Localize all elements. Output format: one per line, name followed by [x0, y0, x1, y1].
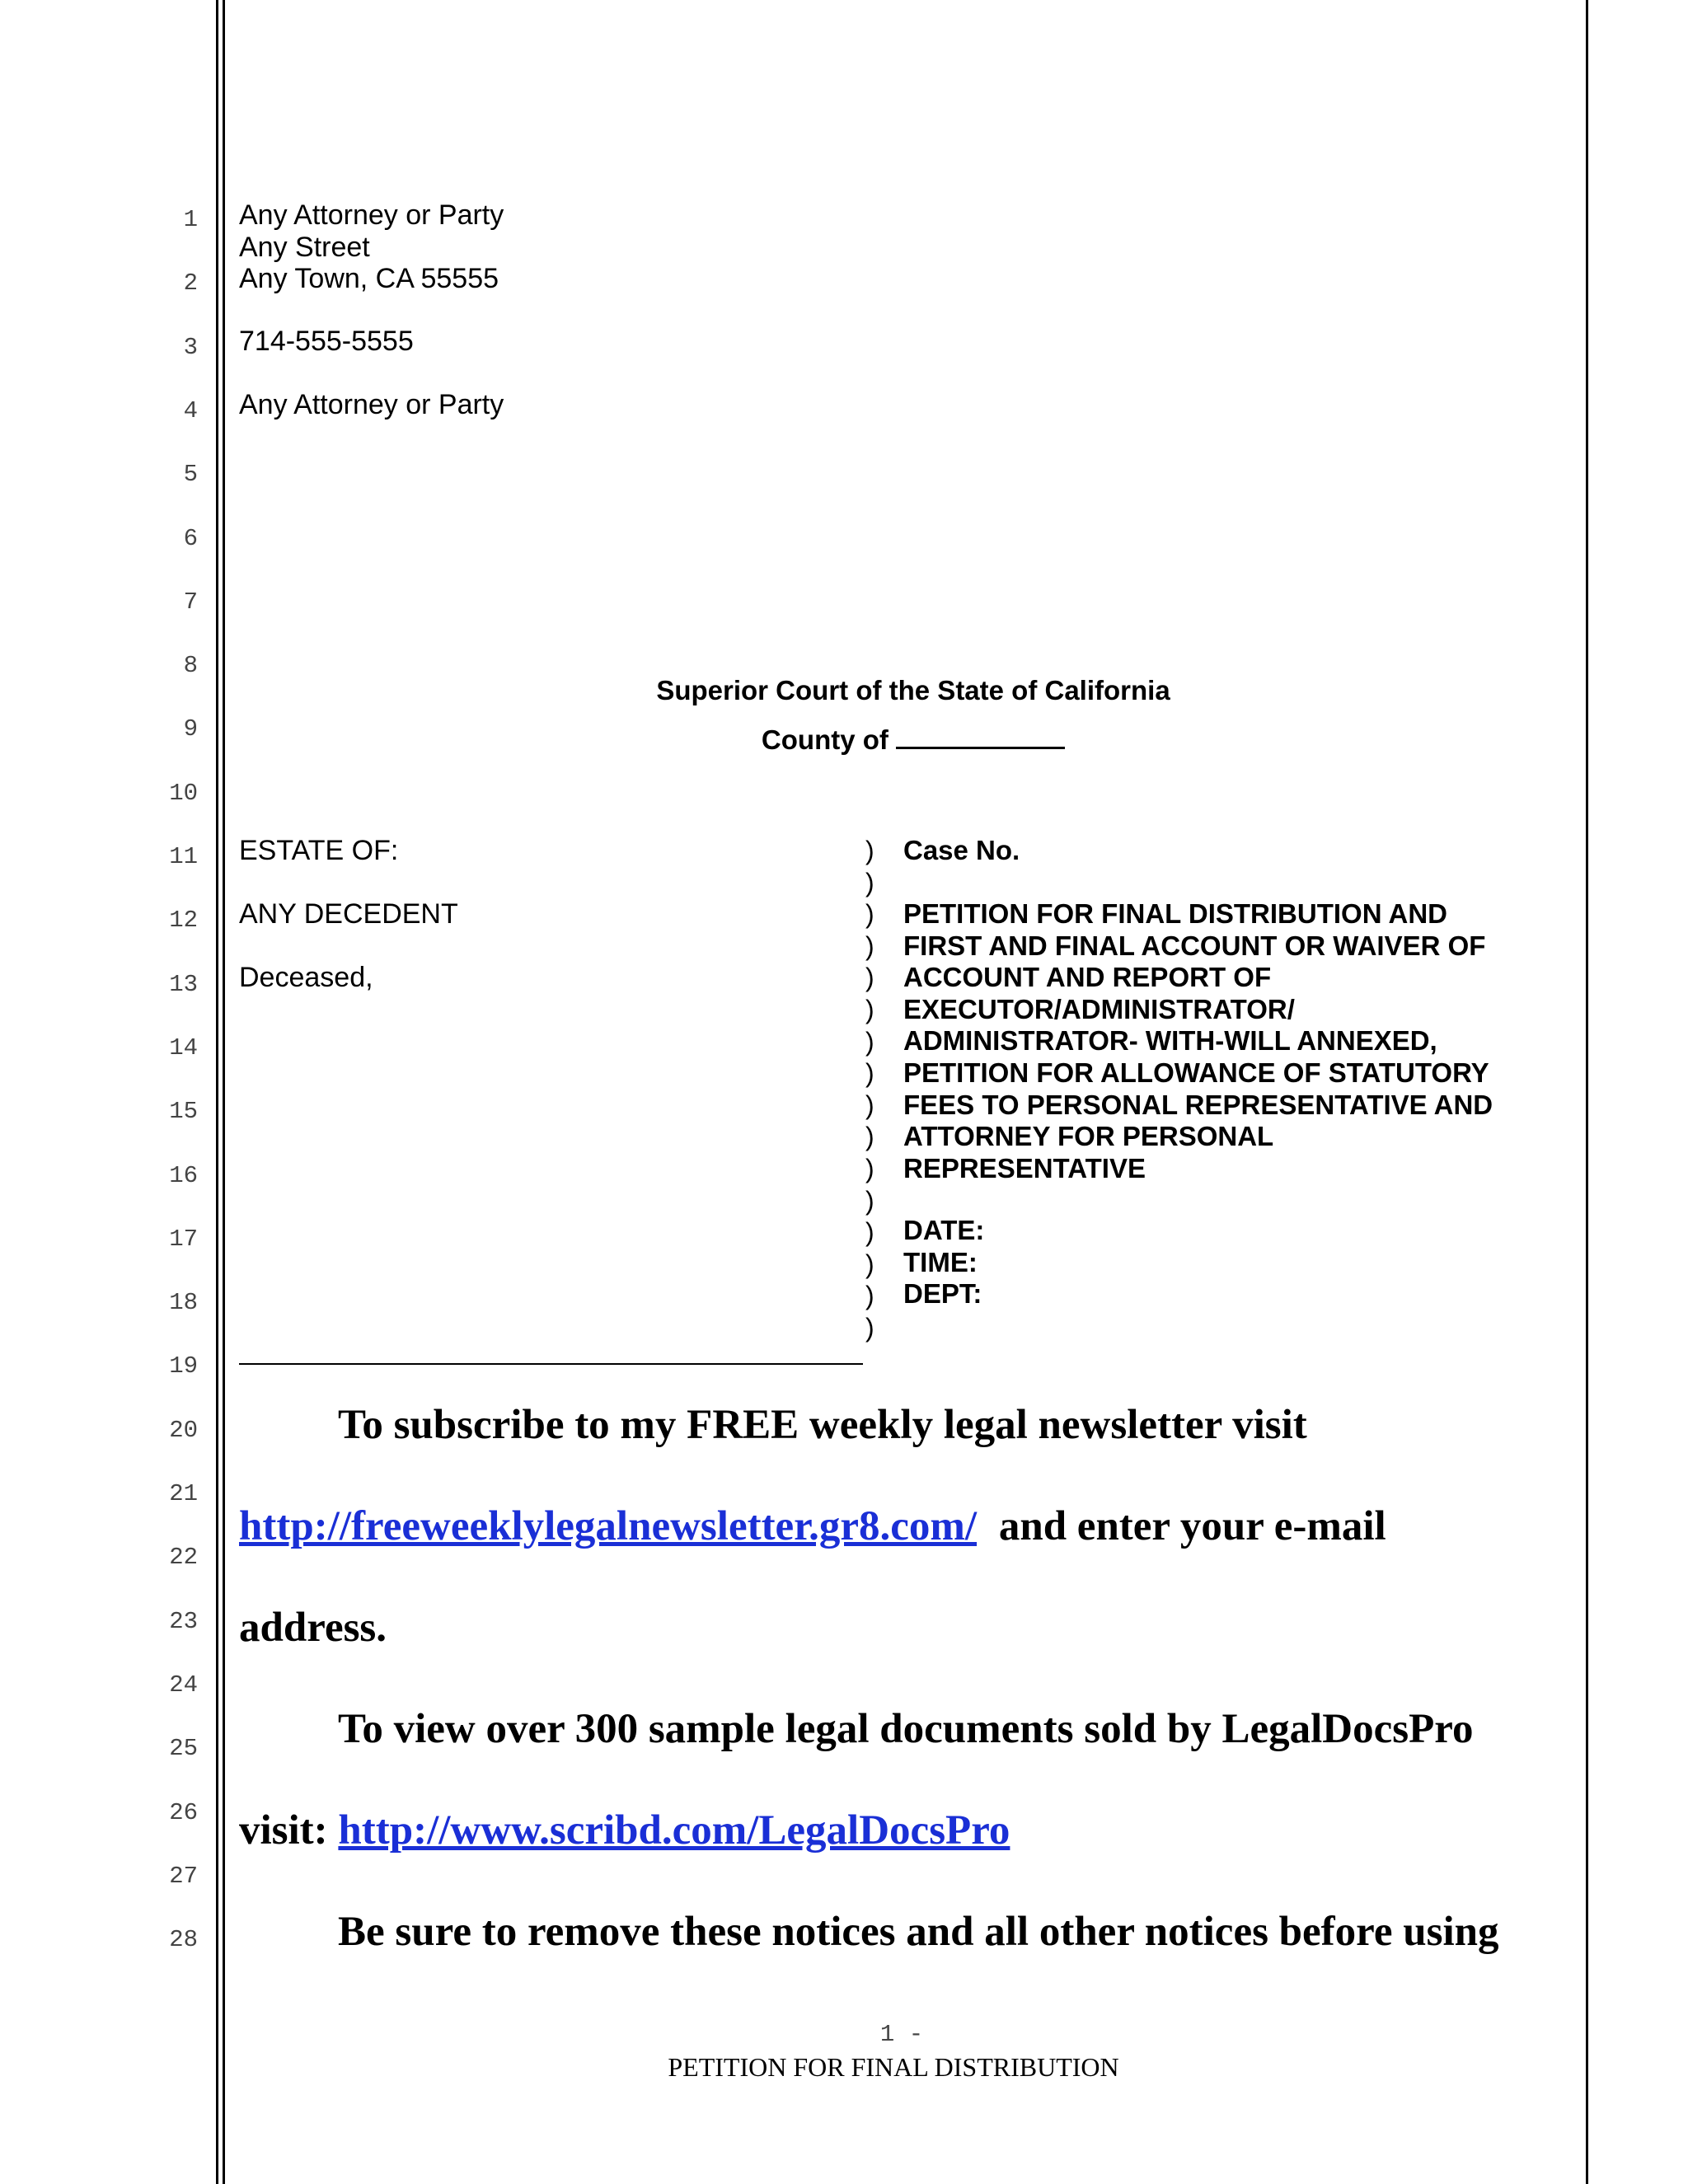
document-title-line: PETITION FOR FINAL DISTRIBUTION AND	[903, 898, 1447, 929]
caption-paren: )	[865, 1153, 874, 1183]
document-title-line: ACCOUNT AND REPORT OF	[903, 962, 1272, 993]
caption-paren: )	[865, 1090, 874, 1120]
line-number: 2	[183, 269, 198, 298]
caption-paren-column	[865, 835, 882, 1344]
line-number: 22	[169, 1544, 198, 1572]
document-title-line: ATTORNEY FOR PERSONAL	[903, 1121, 1274, 1152]
county-label: County of	[761, 724, 889, 755]
notice-newsletter-line	[239, 1502, 1386, 1550]
line-number: 18	[169, 1289, 198, 1317]
enter-email-text: and enter your e-mail	[998, 1503, 1386, 1549]
caption-paren: )	[865, 836, 874, 865]
line-number: 21	[169, 1480, 198, 1507]
caption-bottom-rule	[239, 1363, 863, 1365]
notice-view-samples: To view over 300 sample legal documents sold by LegalDocsPro	[338, 1706, 1474, 1752]
caption-paren: )	[865, 1281, 874, 1311]
estate-label: ESTATE OF:	[239, 835, 399, 866]
footer-title: PETITION FOR FINAL DISTRIBUTION	[668, 2052, 1119, 2082]
line-number: 5	[183, 461, 198, 489]
line-number: 25	[169, 1735, 198, 1763]
line-number: 4	[183, 396, 198, 424]
line-number: 19	[169, 1352, 198, 1380]
attorney-for: Any Attorney or Party	[239, 389, 504, 420]
line-number: 6	[183, 524, 198, 552]
line-number: 24	[169, 1671, 198, 1699]
document-title-line: ADMINISTRATOR- WITH-WILL ANNEXED,	[903, 1025, 1437, 1057]
caption-paren: )	[865, 1217, 874, 1248]
attorney-phone: 714-555-5555	[239, 326, 414, 357]
caption-paren: )	[865, 930, 874, 961]
notice-visit-line	[239, 1807, 1010, 1854]
hearing-dept-label: DEPT:	[903, 1278, 982, 1309]
line-number: 9	[183, 715, 198, 743]
scribd-link[interactable]: http://www.scribd.com/LegalDocsPro	[338, 1807, 1010, 1854]
line-number: 10	[169, 779, 198, 807]
caption-paren: )	[865, 1122, 874, 1152]
line-number: 23	[169, 1607, 198, 1635]
decedent-name: ANY DECEDENT	[239, 898, 458, 930]
visit-label: visit:	[239, 1807, 328, 1854]
attorney-city: Any Town, CA 55555	[239, 263, 499, 294]
left-margin-rule-outer	[216, 0, 218, 2184]
line-number: 13	[169, 970, 198, 998]
line-number: 7	[183, 588, 198, 616]
document-title-line: EXECUTOR/ADMINISTRATOR/	[903, 993, 1295, 1024]
caption-paren: )	[865, 994, 874, 1024]
line-number: 8	[183, 652, 198, 680]
caption-paren: )	[865, 963, 874, 993]
line-number: 14	[169, 1033, 198, 1062]
document-title	[903, 898, 1493, 1184]
footer-page-number: 1 -	[879, 2021, 924, 2048]
caption-paren: )	[865, 1249, 874, 1279]
line-number: 26	[169, 1798, 198, 1826]
case-number-label: Case No.	[903, 835, 1020, 865]
line-number: 27	[169, 1862, 198, 1890]
caption-paren: )	[865, 1185, 874, 1216]
notice-subscribe: To subscribe to my FREE weekly legal newsletter visit	[338, 1402, 1307, 1448]
notice-remove: Be sure to remove these notices and all other notices before using	[338, 1909, 1499, 1955]
line-number: 17	[169, 1225, 198, 1253]
deceased-label: Deceased,	[239, 962, 373, 993]
left-margin-rule-inner	[223, 0, 225, 2184]
line-number: 16	[169, 1161, 198, 1189]
attorney-name: Any Attorney or Party	[239, 199, 504, 231]
line-number: 11	[169, 843, 198, 870]
caption-paren: )	[865, 899, 874, 930]
caption-paren: )	[865, 1058, 874, 1089]
caption-paren: )	[865, 1312, 874, 1343]
document-title-line: FEES TO PERSONAL REPRESENTATIVE AND	[903, 1089, 1493, 1120]
notice-address: address.	[239, 1605, 387, 1651]
line-number: 28	[169, 1926, 198, 1954]
document-title-line: PETITION FOR ALLOWANCE OF STATUTORY	[903, 1057, 1489, 1088]
line-number: 1	[183, 206, 198, 233]
court-name: Superior Court of the State of California	[656, 675, 1170, 705]
newsletter-link[interactable]: http://freeweeklylegalnewsletter.gr8.com/	[239, 1503, 978, 1549]
caption-paren: )	[865, 1026, 874, 1057]
right-margin-rule	[1586, 0, 1588, 2184]
document-title-line: REPRESENTATIVE	[903, 1152, 1146, 1183]
county-blank-line	[896, 722, 1065, 749]
court-county	[0, 722, 1688, 756]
line-number: 15	[169, 1098, 198, 1126]
document-title-line: FIRST AND FINAL ACCOUNT OR WAIVER OF	[903, 930, 1486, 961]
line-number: 12	[169, 907, 198, 935]
hearing-time-label: TIME:	[903, 1247, 978, 1277]
line-number: 20	[169, 1416, 198, 1444]
line-number: 3	[183, 333, 198, 361]
caption-paren: )	[865, 867, 874, 898]
hearing-date-label: DATE:	[903, 1215, 985, 1245]
attorney-street: Any Street	[239, 232, 370, 263]
